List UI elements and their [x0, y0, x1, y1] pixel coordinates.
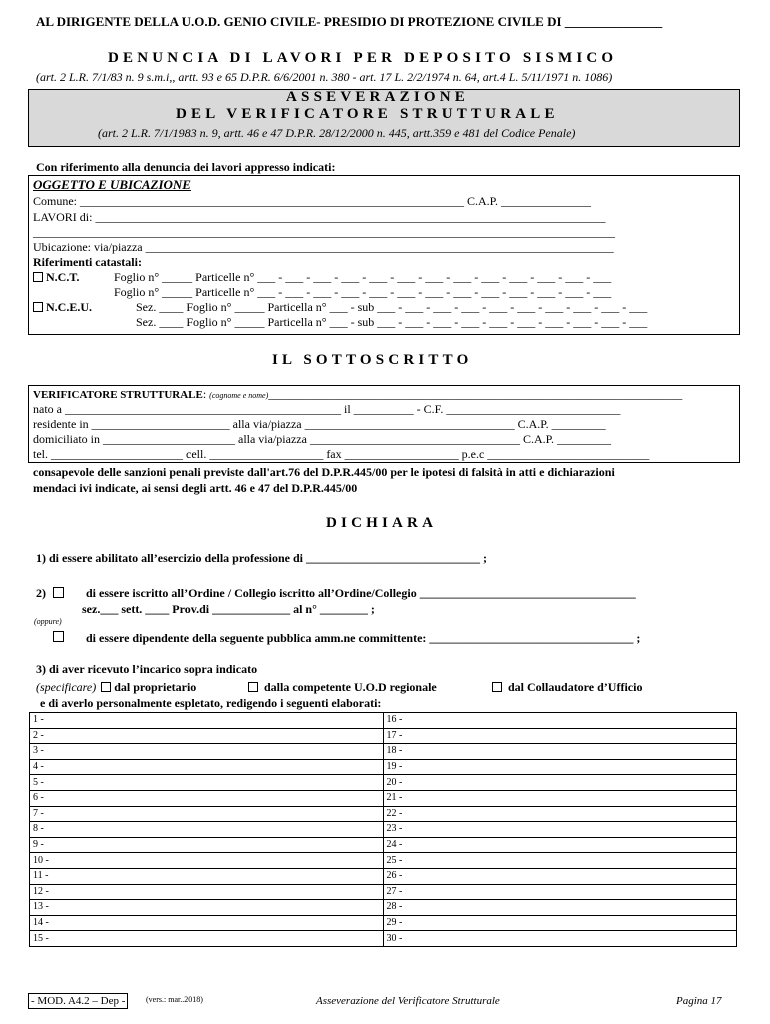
lavori-field[interactable]: LAVORI di: _____________________________________________________________________________________	[33, 210, 606, 224]
uod-label: dalla competente U.O.D regionale	[264, 680, 437, 694]
dichiara-heading: DICHIARA	[326, 515, 438, 531]
footer-title: Asseverazione del Verificatore Strutturale	[316, 995, 500, 1007]
elaborati-row	[30, 853, 737, 869]
elaborati-row	[30, 713, 737, 729]
elaborato-cell-left[interactable]: 10 -	[30, 853, 384, 869]
nct-label: N.C.T.	[46, 270, 80, 284]
item-2-number: 2)	[36, 586, 46, 600]
nceu-row-1[interactable]: Sez. ____ Foglio n° _____ Particella n° ___ - sub ___ - ___ - ___ - ___ - ___ - ___ - ___ - ___ - ___ - ___	[136, 300, 648, 314]
proprietario-label: dal proprietario	[114, 680, 197, 694]
elaborato-cell-right[interactable]: 22 -	[383, 806, 737, 822]
elaborato-cell-right[interactable]: 23 -	[383, 822, 737, 838]
elaborato-cell-left[interactable]: 15 -	[30, 931, 384, 947]
elaborato-cell-right[interactable]: 17 -	[383, 728, 737, 744]
nceu-checkbox[interactable]	[33, 302, 43, 312]
footer-mod-code: - MOD. A4.2 – Dep -	[28, 993, 128, 1009]
verificatore-hint: (cognome e nome)	[209, 391, 269, 400]
oppure-note: (oppure)	[34, 617, 62, 626]
elaborati-row	[30, 822, 737, 838]
box-title-2: DEL VERIFICATORE STRUTTURALE	[176, 106, 559, 122]
item-2b-text[interactable]: di essere dipendente della seguente pubblica amm.ne committente: __________________________________ ;	[86, 631, 641, 645]
elaborato-cell-left[interactable]: 5 -	[30, 775, 384, 791]
nct-checkbox[interactable]	[33, 272, 43, 282]
uod-option[interactable]	[248, 680, 437, 695]
elaborato-cell-left[interactable]: 2 -	[30, 728, 384, 744]
ubicazione-field[interactable]: Ubicazione: via/piazza ______________________________________________________________________________	[33, 240, 614, 254]
collaudatore-option[interactable]	[492, 680, 642, 695]
riferimenti-label: Riferimenti catastali:	[33, 255, 142, 269]
domiciliato-field[interactable]: domiciliato in ______________________ alla via/piazza ___________________________________ C.A.P. _________	[33, 432, 611, 446]
elaborati-row	[30, 837, 737, 853]
item-2-checkbox[interactable]	[53, 584, 67, 602]
elaborati-row	[30, 868, 737, 884]
elaborato-cell-left[interactable]: 6 -	[30, 790, 384, 806]
elaborato-cell-right[interactable]: 19 -	[383, 759, 737, 775]
box-reference: (art. 2 L.R. 7/1/1983 n. 9, artt. 46 e 47 D.P.R. 28/12/2000 n. 445, artt.359 e 481 del Codice Penale)	[98, 126, 576, 140]
consapevole-text: consapevole delle sanzioni penali previste dall'art.76 del D.P.R.445/00 per le ipotesi di falsità in atti e dichiarazioni	[33, 465, 615, 479]
recipient-line: AL DIRIGENTE DELLA U.O.D. GENIO CIVILE- PRESIDIO DI PROTEZIONE CIVILE DI _______________	[36, 14, 663, 29]
residente-field[interactable]: residente in _______________________ alla via/piazza ___________________________________ C.A.P. _________	[33, 417, 606, 431]
item-2-sub[interactable]: sez.___ sett. ____ Prov.di _____________ al n° ________ ;	[82, 602, 375, 616]
collaudatore-label: dal Collaudatore d’Ufficio	[508, 680, 643, 694]
elaborati-intro: e di averlo personalmente espletato, redigendo i seguenti elaborati:	[40, 696, 382, 710]
comune-field[interactable]: Comune: ________________________________________________________________ C.A.P. _______________	[33, 194, 592, 208]
verificatore-field[interactable]: VERIFICATORE STRUTTURALE: (cognome e nome)_____________________________________________________________________	[33, 387, 683, 401]
elaborato-cell-left[interactable]: 1 -	[30, 713, 384, 729]
elaborati-row	[30, 884, 737, 900]
oggetto-heading: OGGETTO E UBICAZIONE	[33, 177, 191, 192]
elaborato-cell-right[interactable]: 16 -	[383, 713, 737, 729]
elaborato-cell-right[interactable]: 29 -	[383, 915, 737, 931]
elaborato-cell-left[interactable]: 8 -	[30, 822, 384, 838]
nceu-option[interactable]	[33, 300, 92, 316]
elaborati-row	[30, 806, 737, 822]
verificatore-label: VERIFICATORE STRUTTURALE	[33, 389, 203, 401]
proprietario-checkbox[interactable]	[101, 682, 111, 692]
consapevole-text-2: mendaci ivi indicate, ai sensi degli artt. 46 e 47 del D.P.R.445/00	[33, 481, 358, 495]
item-2b-checkbox[interactable]	[53, 628, 67, 646]
nct-option[interactable]	[33, 270, 79, 286]
elaborati-row	[30, 728, 737, 744]
nceu-label: N.C.E.U.	[46, 300, 93, 314]
item-2-text[interactable]: di essere iscritto all’Ordine / Collegio iscritto all’Ordine/Collegio ____________________________________	[86, 586, 636, 600]
elaborato-cell-right[interactable]: 24 -	[383, 837, 737, 853]
elaborati-row	[30, 759, 737, 775]
nct-row-1[interactable]: Foglio n° _____ Particelle n° ___ - ___ - ___ - ___ - ___ - ___ - ___ - ___ - ___ - ___ - ___ - ___ - ___	[114, 270, 612, 284]
elaborato-cell-left[interactable]: 11 -	[30, 868, 384, 884]
incarico-options	[36, 680, 196, 695]
elaborato-cell-left[interactable]: 13 -	[30, 900, 384, 916]
box-title-1: ASSEVERAZIONE	[286, 89, 469, 105]
elaborati-row	[30, 790, 737, 806]
lavori-continuation-field[interactable]: _________________________________________________________________________________________________	[33, 225, 615, 239]
elaborato-cell-left[interactable]: 14 -	[30, 915, 384, 931]
elaborato-cell-right[interactable]: 30 -	[383, 931, 737, 947]
item-3: 3) di aver ricevuto l’incarico sopra indicato	[36, 662, 258, 676]
uod-checkbox[interactable]	[248, 682, 258, 692]
elaborati-row	[30, 900, 737, 916]
item-1[interactable]: 1) di essere abilitato all’esercizio della professione di _____________________________ ;	[36, 551, 487, 565]
elaborati-table	[29, 712, 737, 947]
elaborato-cell-left[interactable]: 9 -	[30, 837, 384, 853]
elaborato-cell-right[interactable]: 26 -	[383, 868, 737, 884]
sottoscritto-heading: IL SOTTOSCRITTO	[272, 352, 473, 368]
specificare-label: (specificare)	[36, 680, 97, 694]
nato-field[interactable]: nato a ______________________________________________ il __________ - C.F. _____________________________	[33, 402, 621, 416]
elaborato-cell-right[interactable]: 18 -	[383, 744, 737, 760]
nceu-row-2[interactable]: Sez. ____ Foglio n° _____ Particella n° ___ - sub ___ - ___ - ___ - ___ - ___ - ___ - ___ - ___ - ___ - ___	[136, 315, 648, 329]
elaborato-cell-left[interactable]: 12 -	[30, 884, 384, 900]
elaborato-cell-right[interactable]: 21 -	[383, 790, 737, 806]
nct-row-2[interactable]: Foglio n° _____ Particelle n° ___ - ___ - ___ - ___ - ___ - ___ - ___ - ___ - ___ - ___ - ___ - ___ - ___	[114, 285, 612, 299]
elaborati-row	[30, 931, 737, 947]
footer-page: Pagina 17	[676, 995, 722, 1007]
collaudatore-checkbox[interactable]	[492, 682, 502, 692]
intro-text: Con riferimento alla denuncia dei lavori appresso indicati:	[36, 160, 336, 174]
elaborati-row	[30, 775, 737, 791]
contacts-field[interactable]: tel. ______________________ cell. ___________________ fax ___________________ p.e.c ___________________________	[33, 447, 650, 461]
elaborato-cell-right[interactable]: 27 -	[383, 884, 737, 900]
elaborati-row	[30, 915, 737, 931]
elaborato-cell-right[interactable]: 25 -	[383, 853, 737, 869]
elaborato-cell-left[interactable]: 7 -	[30, 806, 384, 822]
elaborato-cell-right[interactable]: 28 -	[383, 900, 737, 916]
elaborato-cell-left[interactable]: 3 -	[30, 744, 384, 760]
form-title: DENUNCIA DI LAVORI PER DEPOSITO SISMICO	[108, 50, 618, 66]
elaborato-cell-left[interactable]: 4 -	[30, 759, 384, 775]
legal-reference: (art. 2 L.R. 7/1/83 n. 9 s.m.i,, artt. 93 e 65 D.P.R. 6/6/2001 n. 380 - art. 17 L. 2/2/1974 n. 64, art.4 L. 5/11/1971 n. 1086)	[36, 70, 613, 84]
elaborato-cell-right[interactable]: 20 -	[383, 775, 737, 791]
footer-version: (vers.: mar..2018)	[146, 995, 203, 1004]
elaborati-row	[30, 744, 737, 760]
verificatore-blank: _____________________________________________________________________	[268, 387, 683, 401]
